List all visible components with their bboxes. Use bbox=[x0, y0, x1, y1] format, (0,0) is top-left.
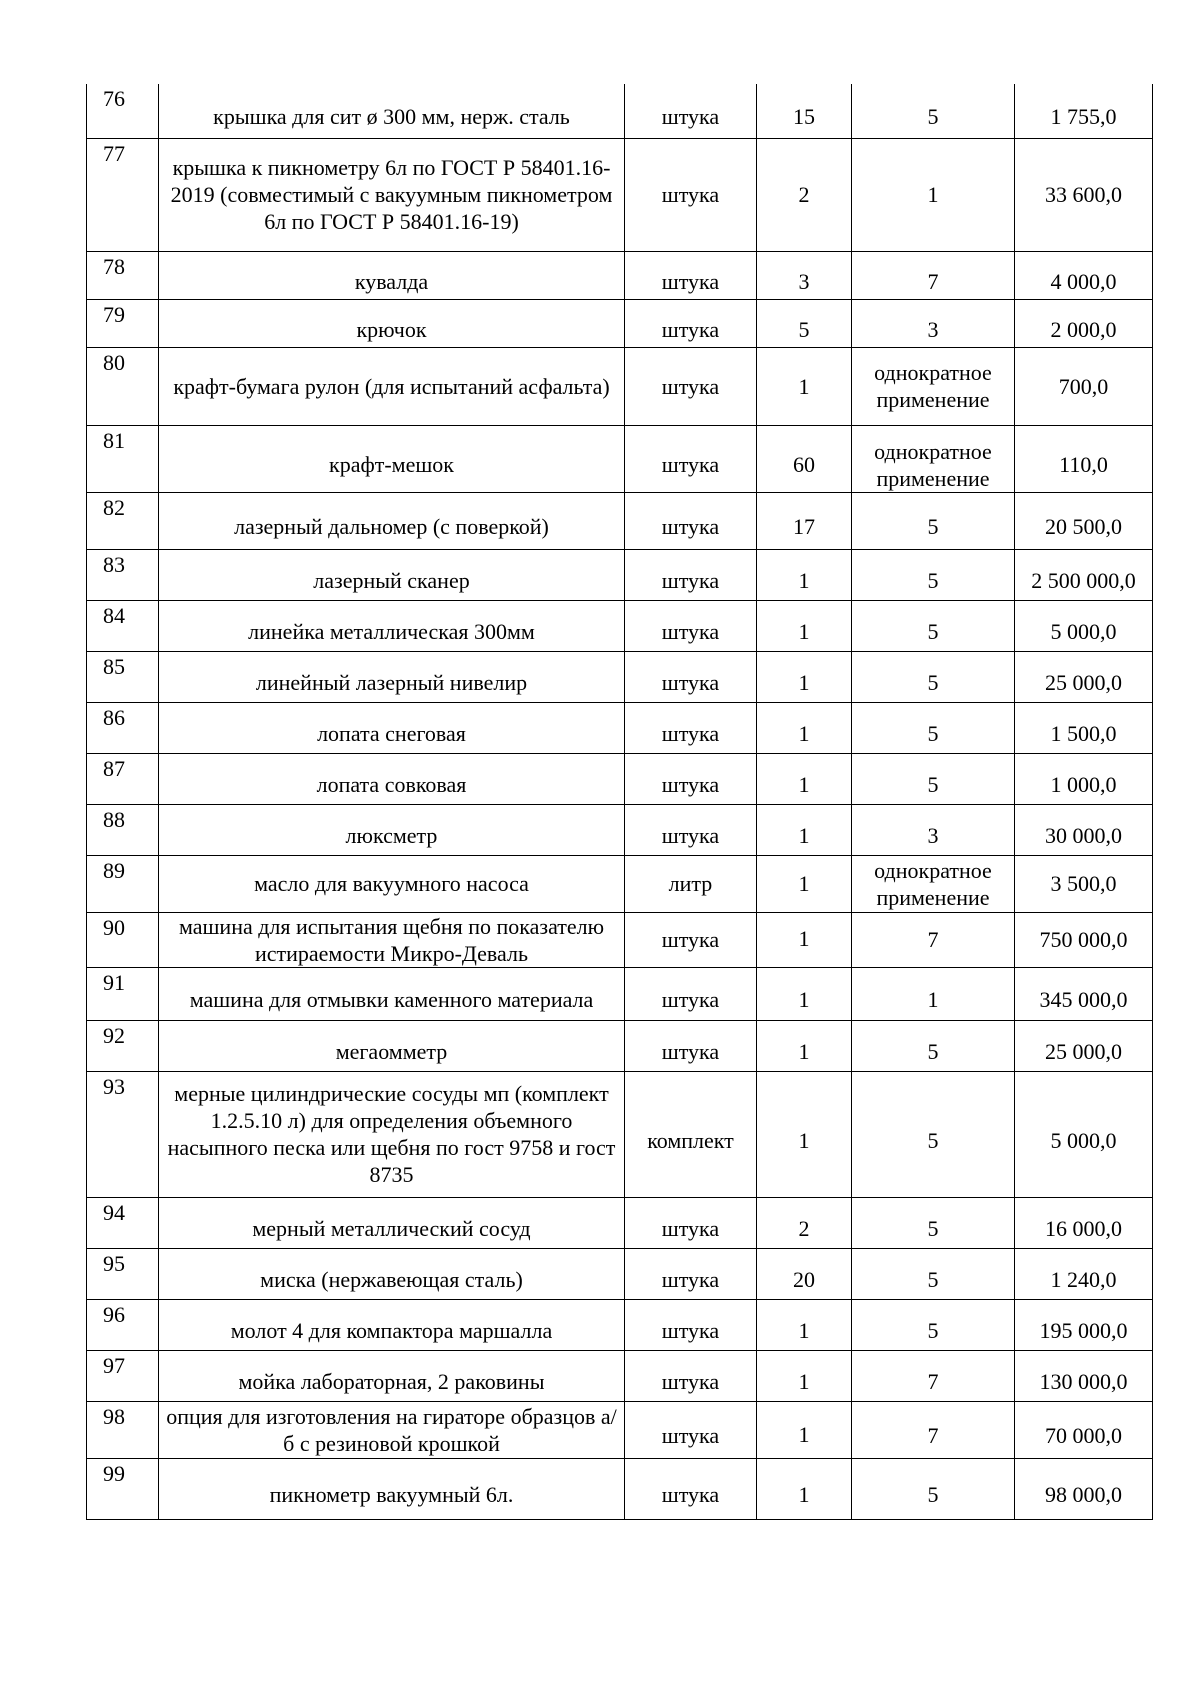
item-price: 25 000,0 bbox=[1015, 1020, 1153, 1071]
item-name: лопата снеговая bbox=[159, 702, 625, 753]
item-unit: штука bbox=[625, 1401, 757, 1458]
item-price: 5 000,0 bbox=[1015, 1071, 1153, 1197]
table-row bbox=[87, 912, 1153, 967]
item-price: 16 000,0 bbox=[1015, 1197, 1153, 1248]
item-name: лазерный дальномер (с поверкой) bbox=[159, 492, 625, 549]
row-number: 86 bbox=[87, 702, 159, 753]
equipment-table bbox=[86, 84, 1153, 1520]
item-service-life: 5 bbox=[852, 1458, 1015, 1519]
item-service-life: 7 bbox=[852, 251, 1015, 299]
item-unit: штука bbox=[625, 1299, 757, 1350]
table-row bbox=[87, 967, 1153, 1020]
row-number: 97 bbox=[87, 1350, 159, 1401]
item-name: мерный металлический сосуд bbox=[159, 1197, 625, 1248]
item-service-life: 7 bbox=[852, 1350, 1015, 1401]
item-service-life: 3 bbox=[852, 804, 1015, 855]
table-row bbox=[87, 347, 1153, 425]
item-quantity: 5 bbox=[757, 299, 852, 347]
item-name: лопата совковая bbox=[159, 753, 625, 804]
item-price: 130 000,0 bbox=[1015, 1350, 1153, 1401]
item-price: 4 000,0 bbox=[1015, 251, 1153, 299]
item-price: 2 000,0 bbox=[1015, 299, 1153, 347]
item-price: 30 000,0 bbox=[1015, 804, 1153, 855]
item-price: 1 755,0 bbox=[1015, 84, 1153, 138]
item-service-life: 3 bbox=[852, 299, 1015, 347]
item-unit: комплект bbox=[625, 1071, 757, 1197]
item-quantity: 1 bbox=[757, 549, 852, 600]
item-quantity: 1 bbox=[757, 600, 852, 651]
item-service-life: 7 bbox=[852, 912, 1015, 967]
row-number: 93 bbox=[87, 1071, 159, 1197]
item-quantity: 1 bbox=[757, 1299, 852, 1350]
table-row bbox=[87, 855, 1153, 912]
item-service-life: 5 bbox=[852, 702, 1015, 753]
table-row bbox=[87, 804, 1153, 855]
item-service-life: 5 bbox=[852, 1197, 1015, 1248]
item-unit: штука bbox=[625, 492, 757, 549]
item-quantity: 1 bbox=[757, 967, 852, 1020]
item-unit: штука bbox=[625, 651, 757, 702]
item-name: мегаомметр bbox=[159, 1020, 625, 1071]
row-number: 99 bbox=[87, 1458, 159, 1519]
item-price: 700,0 bbox=[1015, 347, 1153, 425]
row-number: 92 bbox=[87, 1020, 159, 1071]
item-quantity: 17 bbox=[757, 492, 852, 549]
item-price: 750 000,0 bbox=[1015, 912, 1153, 967]
item-unit: штука bbox=[625, 753, 757, 804]
table-row bbox=[87, 1299, 1153, 1350]
table-row bbox=[87, 1248, 1153, 1299]
item-name: пикнометр вакуумный 6л. bbox=[159, 1458, 625, 1519]
item-name: миска (нержавеющая сталь) bbox=[159, 1248, 625, 1299]
item-name: люксметр bbox=[159, 804, 625, 855]
item-service-life: однократное применение bbox=[852, 347, 1015, 425]
item-service-life: 5 bbox=[852, 1299, 1015, 1350]
row-number: 94 bbox=[87, 1197, 159, 1248]
item-name: крышка для сит ø 300 мм, нерж. сталь bbox=[159, 84, 625, 138]
item-quantity: 2 bbox=[757, 1197, 852, 1248]
item-price: 33 600,0 bbox=[1015, 138, 1153, 251]
item-price: 98 000,0 bbox=[1015, 1458, 1153, 1519]
item-name: крышка к пикнометру 6л по ГОСТ Р 58401.16-2019 (совместимый с вакуумным пикнометром 6л по ГОСТ Р 58401.16-19) bbox=[159, 138, 625, 251]
item-quantity: 60 bbox=[757, 425, 852, 492]
row-number: 80 bbox=[87, 347, 159, 425]
item-quantity: 20 bbox=[757, 1248, 852, 1299]
row-number: 78 bbox=[87, 251, 159, 299]
item-name: линейка металлическая 300мм bbox=[159, 600, 625, 651]
item-quantity: 2 bbox=[757, 138, 852, 251]
table-row bbox=[87, 1197, 1153, 1248]
item-quantity: 1 bbox=[757, 1071, 852, 1197]
item-price: 70 000,0 bbox=[1015, 1401, 1153, 1458]
item-price: 25 000,0 bbox=[1015, 651, 1153, 702]
item-name: кувалда bbox=[159, 251, 625, 299]
item-unit: штука bbox=[625, 299, 757, 347]
row-number: 91 bbox=[87, 967, 159, 1020]
item-quantity: 1 bbox=[757, 702, 852, 753]
table-row bbox=[87, 492, 1153, 549]
item-quantity: 1 bbox=[757, 1401, 852, 1458]
table-row bbox=[87, 651, 1153, 702]
item-unit: штука bbox=[625, 1197, 757, 1248]
item-unit: штука bbox=[625, 549, 757, 600]
item-service-life: 5 bbox=[852, 492, 1015, 549]
row-number: 85 bbox=[87, 651, 159, 702]
table-body bbox=[87, 84, 1153, 1519]
item-name: машина для испытания щебня по показателю истираемости Микро-Деваль bbox=[159, 912, 625, 967]
item-quantity: 3 bbox=[757, 251, 852, 299]
table-row bbox=[87, 1020, 1153, 1071]
table-row bbox=[87, 84, 1153, 138]
item-name: опция для изготовления на гираторе образцов а/б с резиновой крошкой bbox=[159, 1401, 625, 1458]
item-unit: штука bbox=[625, 347, 757, 425]
item-price: 1 500,0 bbox=[1015, 702, 1153, 753]
row-number: 90 bbox=[87, 912, 159, 967]
item-unit: штука bbox=[625, 138, 757, 251]
item-service-life: 5 bbox=[852, 1248, 1015, 1299]
table-row bbox=[87, 138, 1153, 251]
table-row bbox=[87, 299, 1153, 347]
item-service-life: 5 bbox=[852, 549, 1015, 600]
item-unit: штука bbox=[625, 967, 757, 1020]
table-row bbox=[87, 251, 1153, 299]
item-name: молот 4 для компактора маршалла bbox=[159, 1299, 625, 1350]
item-service-life: 5 bbox=[852, 600, 1015, 651]
item-quantity: 1 bbox=[757, 804, 852, 855]
row-number: 87 bbox=[87, 753, 159, 804]
item-service-life: 5 bbox=[852, 84, 1015, 138]
item-unit: штука bbox=[625, 251, 757, 299]
item-service-life: 7 bbox=[852, 1401, 1015, 1458]
row-number: 82 bbox=[87, 492, 159, 549]
item-quantity: 1 bbox=[757, 1020, 852, 1071]
row-number: 81 bbox=[87, 425, 159, 492]
row-number: 88 bbox=[87, 804, 159, 855]
item-price: 195 000,0 bbox=[1015, 1299, 1153, 1350]
item-price: 345 000,0 bbox=[1015, 967, 1153, 1020]
item-unit: штука bbox=[625, 425, 757, 492]
row-number: 79 bbox=[87, 299, 159, 347]
item-unit: штука bbox=[625, 600, 757, 651]
row-number: 89 bbox=[87, 855, 159, 912]
item-quantity: 1 bbox=[757, 1350, 852, 1401]
item-unit: штука bbox=[625, 702, 757, 753]
item-quantity: 1 bbox=[757, 347, 852, 425]
item-quantity: 1 bbox=[757, 1458, 852, 1519]
item-price: 1 000,0 bbox=[1015, 753, 1153, 804]
item-unit: штука bbox=[625, 84, 757, 138]
item-name: машина для отмывки каменного материала bbox=[159, 967, 625, 1020]
row-number: 76 bbox=[87, 84, 159, 138]
item-unit: штука bbox=[625, 804, 757, 855]
row-number: 84 bbox=[87, 600, 159, 651]
item-service-life: 5 bbox=[852, 753, 1015, 804]
item-name: крючок bbox=[159, 299, 625, 347]
item-service-life: однократное применение bbox=[852, 855, 1015, 912]
item-service-life: однократное применение bbox=[852, 425, 1015, 492]
item-quantity: 1 bbox=[757, 912, 852, 967]
table-row bbox=[87, 549, 1153, 600]
item-service-life: 1 bbox=[852, 967, 1015, 1020]
item-unit: литр bbox=[625, 855, 757, 912]
item-quantity: 1 bbox=[757, 753, 852, 804]
table-row bbox=[87, 753, 1153, 804]
item-price: 1 240,0 bbox=[1015, 1248, 1153, 1299]
item-unit: штука bbox=[625, 1248, 757, 1299]
row-number: 98 bbox=[87, 1401, 159, 1458]
item-price: 20 500,0 bbox=[1015, 492, 1153, 549]
row-number: 77 bbox=[87, 138, 159, 251]
table-row bbox=[87, 1401, 1153, 1458]
item-name: масло для вакуумного насоса bbox=[159, 855, 625, 912]
item-price: 110,0 bbox=[1015, 425, 1153, 492]
item-quantity: 1 bbox=[757, 651, 852, 702]
table-row bbox=[87, 600, 1153, 651]
item-name: лазерный сканер bbox=[159, 549, 625, 600]
item-price: 5 000,0 bbox=[1015, 600, 1153, 651]
item-unit: штука bbox=[625, 1350, 757, 1401]
table-row bbox=[87, 425, 1153, 492]
item-service-life: 5 bbox=[852, 651, 1015, 702]
table-row bbox=[87, 1350, 1153, 1401]
table-row bbox=[87, 702, 1153, 753]
row-number: 95 bbox=[87, 1248, 159, 1299]
item-unit: штука bbox=[625, 912, 757, 967]
item-service-life: 5 bbox=[852, 1020, 1015, 1071]
row-number: 96 bbox=[87, 1299, 159, 1350]
row-number: 83 bbox=[87, 549, 159, 600]
item-service-life: 5 bbox=[852, 1071, 1015, 1197]
item-quantity: 15 bbox=[757, 84, 852, 138]
table-row bbox=[87, 1071, 1153, 1197]
item-name: мерные цилиндрические сосуды мп (комплект 1.2.5.10 л) для определения объемного насыпного песка или щебня по гост 9758 и гост 8735 bbox=[159, 1071, 625, 1197]
item-quantity: 1 bbox=[757, 855, 852, 912]
item-name: крафт-бумага рулон (для испытаний асфальта) bbox=[159, 347, 625, 425]
item-price: 3 500,0 bbox=[1015, 855, 1153, 912]
item-unit: штука bbox=[625, 1020, 757, 1071]
item-unit: штука bbox=[625, 1458, 757, 1519]
item-price: 2 500 000,0 bbox=[1015, 549, 1153, 600]
item-name: мойка лабораторная, 2 раковины bbox=[159, 1350, 625, 1401]
item-name: линейный лазерный нивелир bbox=[159, 651, 625, 702]
table-row bbox=[87, 1458, 1153, 1519]
item-service-life: 1 bbox=[852, 138, 1015, 251]
item-name: крафт-мешок bbox=[159, 425, 625, 492]
